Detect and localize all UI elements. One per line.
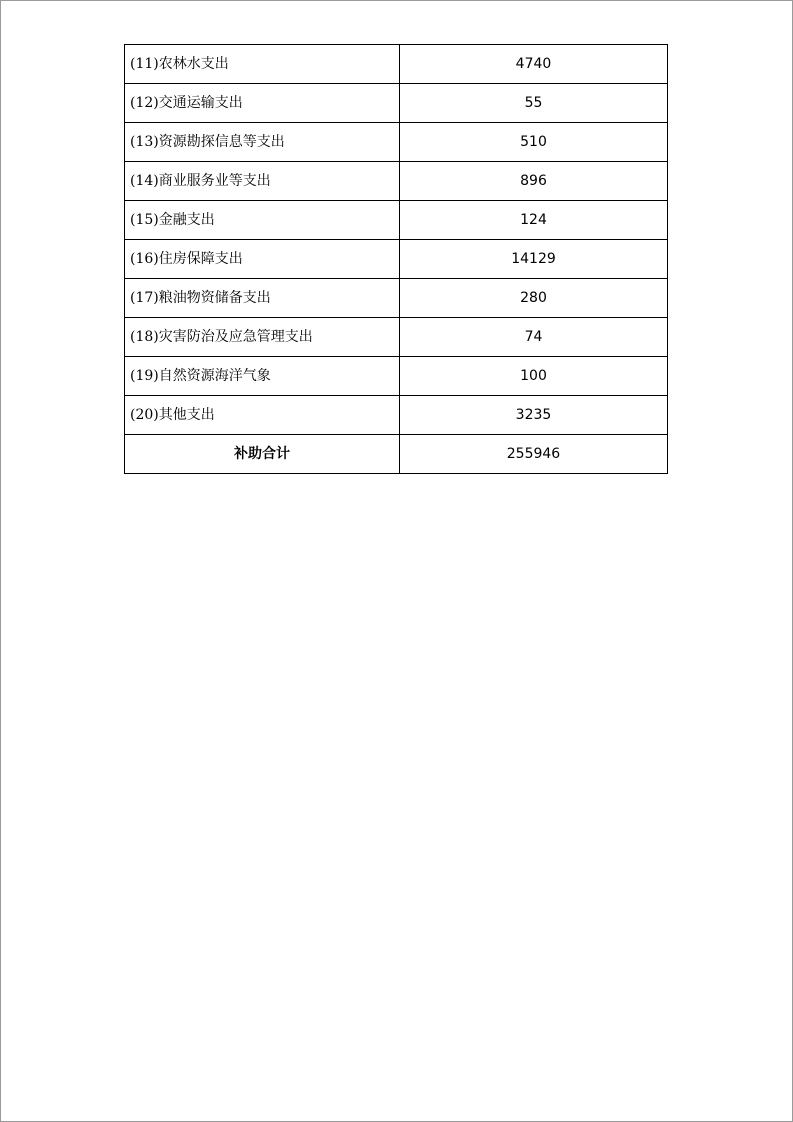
row-name-cell: (18)灾害防治及应急管理支出 [125, 318, 400, 357]
row-name-cell: (14)商业服务业等支出 [125, 162, 400, 201]
table-row [125, 396, 668, 435]
total-row [125, 435, 668, 474]
row-name-cell: (20)其他支出 [125, 396, 400, 435]
table-row [125, 45, 668, 84]
table-row [125, 162, 668, 201]
row-name-cell: (11)农林水支出 [125, 45, 400, 84]
row-name-cell: (12)交通运输支出 [125, 84, 400, 123]
row-value-cell: 124 [400, 201, 668, 240]
table-row [125, 84, 668, 123]
table-row [125, 240, 668, 279]
table-row [125, 201, 668, 240]
subsidy-table [124, 44, 668, 474]
row-value-cell: 55 [400, 84, 668, 123]
table-row [125, 318, 668, 357]
row-value-cell: 74 [400, 318, 668, 357]
total-value-cell: 255946 [400, 435, 668, 474]
table-row [125, 279, 668, 318]
table-row [125, 123, 668, 162]
row-name-cell: (19)自然资源海洋气象 [125, 357, 400, 396]
row-name-cell: (17)粮油物资储备支出 [125, 279, 400, 318]
row-name-cell: (16)住房保障支出 [125, 240, 400, 279]
row-value-cell: 4740 [400, 45, 668, 84]
row-value-cell: 280 [400, 279, 668, 318]
row-name-cell: (13)资源勘探信息等支出 [125, 123, 400, 162]
table-row [125, 357, 668, 396]
total-label-cell: 补助合计 [125, 435, 400, 474]
row-value-cell: 510 [400, 123, 668, 162]
row-value-cell: 3235 [400, 396, 668, 435]
row-value-cell: 896 [400, 162, 668, 201]
row-value-cell: 14129 [400, 240, 668, 279]
row-name-cell: (15)金融支出 [125, 201, 400, 240]
row-value-cell: 100 [400, 357, 668, 396]
